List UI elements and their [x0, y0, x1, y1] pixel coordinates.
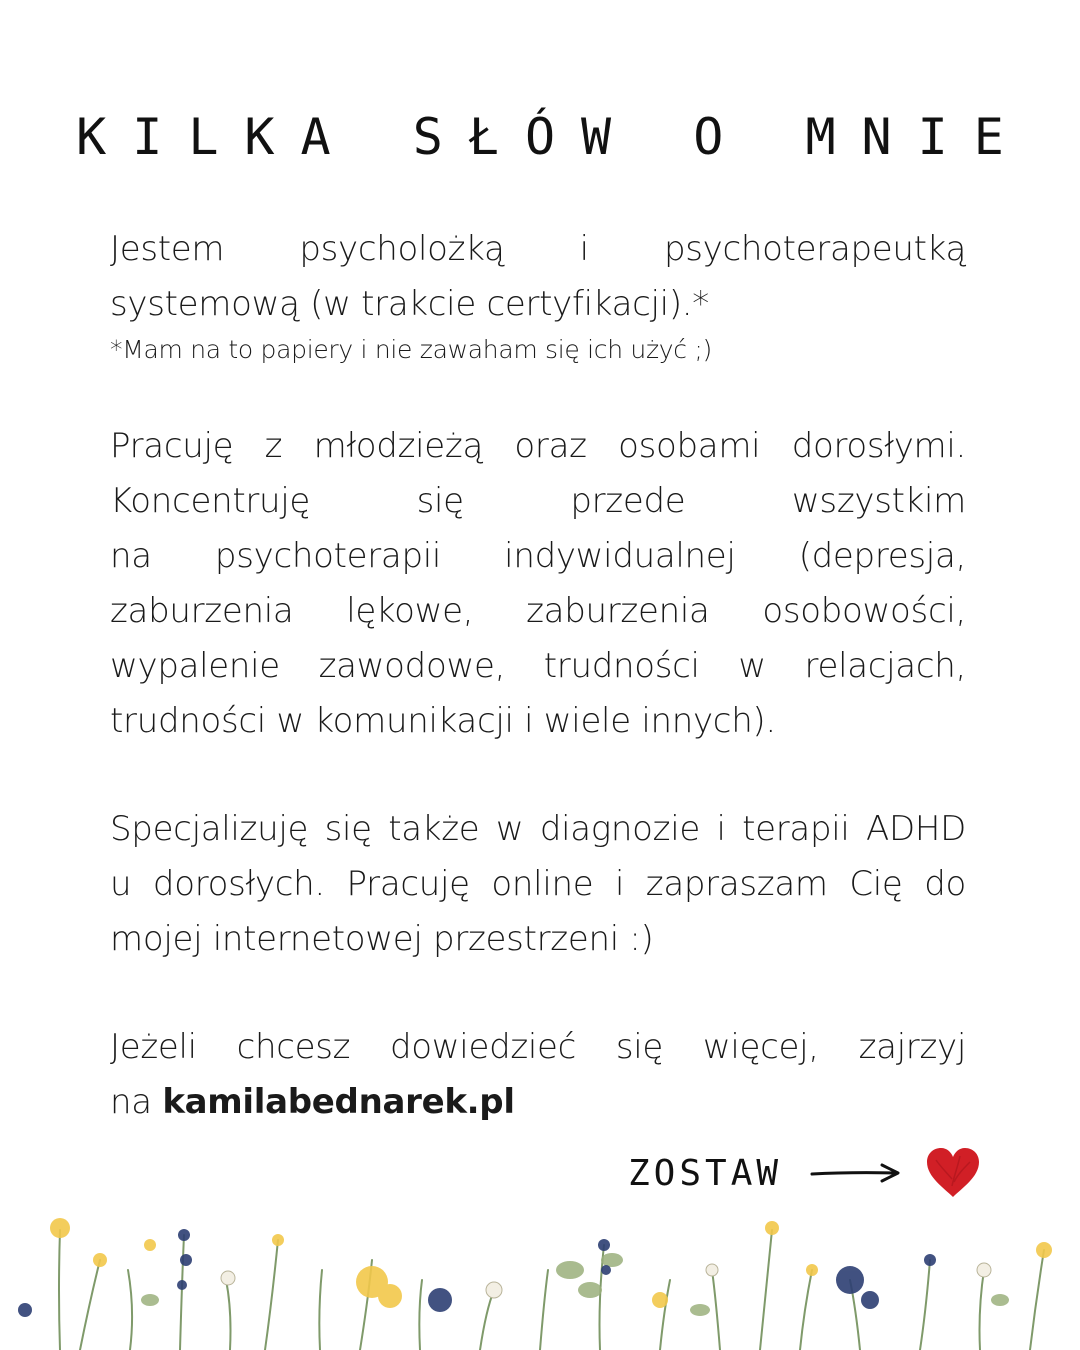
- website-link[interactable]: kamilabednarek.pl: [162, 1082, 515, 1122]
- work-line: na psychoterapii indywidualnej (depresja,: [110, 536, 966, 576]
- intro-footnote: *Mam na to papiery i nie zawaham się ich użyć ;): [110, 335, 712, 364]
- more-line-2: [110, 1075, 966, 1130]
- cta-label: ZOSTAW: [628, 1152, 783, 1194]
- more-prefix: na: [110, 1082, 152, 1122]
- adhd-line: Specjalizuję się także w diagnozie i terapii ADHD: [110, 809, 966, 849]
- about-content: [110, 222, 966, 1183]
- intro-paragraph: [110, 222, 966, 366]
- more-paragraph: [110, 1020, 966, 1130]
- work-line: trudności w komunikacji i wiele innych).: [110, 701, 776, 741]
- arrow-right-icon: [810, 1161, 902, 1185]
- adhd-line: mojej internetowej przestrzeni :): [110, 919, 654, 959]
- work-line: wypalenie zawodowe, trudności w relacjach,: [110, 646, 966, 686]
- intro-line-1: Jestem psycholożką i psychoterapeutką: [110, 229, 966, 269]
- call-to-action: [628, 1146, 982, 1200]
- adhd-paragraph: [110, 802, 966, 967]
- wildflower-border-illustration: [0, 1200, 1080, 1350]
- adhd-line: u dorosłych. Pracuję online i zapraszam Cię do: [110, 864, 966, 904]
- more-line: Jeżeli chcesz dowiedzieć się więcej, zajrzyj: [110, 1027, 966, 1067]
- work-line: Koncentruję się przede wszystkim: [110, 481, 966, 521]
- work-line: Pracuję z młodzieżą oraz osobami dorosłymi.: [110, 426, 966, 466]
- intro-line-2: systemową (w trakcie certyfikacji).*: [110, 284, 709, 324]
- work-paragraph: [110, 419, 966, 749]
- heart-icon[interactable]: [924, 1146, 982, 1200]
- work-line: zaburzenia lękowe, zaburzenia osobowości,: [110, 591, 966, 631]
- page-title: KILKA SŁÓW O MNIE: [76, 108, 1030, 166]
